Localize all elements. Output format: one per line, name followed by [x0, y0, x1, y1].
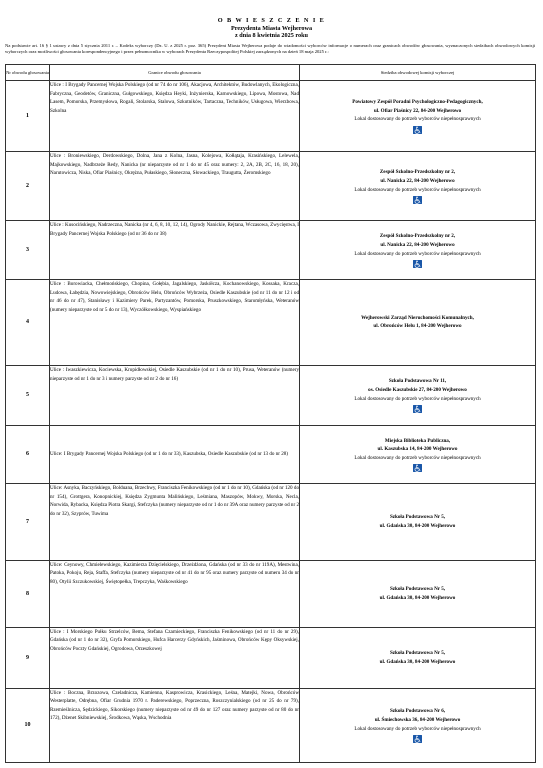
commission-seat: [300, 484, 536, 560]
table-row: [6, 627, 536, 688]
table-row: [6, 425, 536, 484]
seat-name: Powiatowy Zespół Poradni Psychologiczno-Pedagogicznych,: [352, 99, 483, 106]
district-boundaries: Ulice: I Brygady Pancernej Wojska Polskiego (od nr 1 do nr 33), Kaszubska, Osiedle Kaszubskie (od nr 13 do nr 28): [50, 425, 300, 484]
seat-address: ul. Gdańska 30, 84-200 Wejherowo: [379, 658, 456, 665]
district-number: 6: [6, 425, 50, 484]
commission-seat: [300, 81, 536, 152]
document-date: z dnia 8 kwietnia 2025 roku: [235, 32, 308, 39]
district-boundaries: Ulice: Asnyka, Baczyńskiego, Bolduana, Brzechwy, Franciszka Fenikowskiego (od nr 1 do nr 10), Gdańska (od nr 120 do nr 154), Grottgera, Konopnickiej, Księdza Zygmunta Malińskiego, Leśmiana, Maszopów, Mokwy, Morska, Necla, Norwida, Rybacka, Księdza Piotra Skargi, Stefczyka (numery nieparzyste od nr 1 do nr 39A oraz numery parzyste od nr 2 do nr 32), Szyprów, Tuwima: [50, 484, 300, 560]
table-row: [6, 688, 536, 762]
wheelchair-icon: [413, 735, 422, 743]
seat-address: ul. Nanicka 22, 84-200 Wejherowo: [380, 178, 455, 184]
commission-seat: [300, 560, 536, 627]
district-boundaries: Ulice: Ceynowy, Chmielewskiego, Kazimierza Dzięcielskiego, Drzeżdżona, Gdańska (od nr 33 do nr 119A), Mestwina, Patoka, Pokoju, Reja, Staffa, Stefczyka (numery nieparzyste od nr 41 do nr 95 oraz numery parzyste od numeru 34 do nr 80), Otylii Szczukowskiej, Świętopełka, Trepczyka, Waśkowskiego: [50, 560, 300, 627]
wheelchair-icon: [413, 260, 422, 268]
seat-name: Wejherowski Zarząd Nieruchomości Komunalnych,: [361, 314, 474, 321]
header-seat: Siedziba obwodowej komisji wyborczej: [300, 65, 536, 81]
district-number: 8: [6, 560, 50, 627]
seat-accessibility-note: Lokal dostosowany do potrzeb wyborców niepełnosprawnych: [354, 250, 481, 257]
district-number: 4: [6, 280, 50, 366]
seat-address: ul. Gdańska 30, 84-200 Wejherowo: [379, 523, 456, 530]
seat-name: Miejska Biblioteka Publiczna,: [384, 437, 451, 444]
district-number: 3: [6, 221, 50, 280]
seat-accessibility-note: Lokal dostosowany do potrzeb wyborców niepełnosprawnych: [354, 454, 481, 461]
table-row: [6, 152, 536, 221]
seat-address: ul. Śmiechowska 36, 84-200 Wejherowo: [374, 716, 461, 723]
header-num: Nr obwodu głosowania: [6, 65, 50, 81]
wheelchair-icon: [413, 126, 422, 134]
table-row: [6, 560, 536, 627]
district-boundaries: Ulice : Kusocińskiego, Nadrzeczna, Nanicka (nr 4, 6, 8, 10, 12, 14), Ogrody Nanickie, Rejtana, Wczasowa, Zwycięstwa, I Brygady Pancernej Wojska Polskiego (od nr 36 do nr 38): [50, 221, 300, 280]
seat-address: ul. Ofiar Piaśnicy 22, 84-200 Wejherowo: [373, 107, 462, 114]
seat-name: Szkoła Podstawowa Nr 11,: [388, 378, 447, 385]
table-row: [6, 280, 536, 366]
seat-accessibility-note: Lokal dostosowany do potrzeb wyborców niepełnosprawnych: [354, 395, 481, 402]
seat-name: Zespół Szkolno-Przedszkolny nr 2,: [379, 169, 456, 176]
seat-accessibility-note: Lokal dostosowany do potrzeb wyborców niepełnosprawnych: [354, 116, 481, 123]
seat-address: ul. Gdańska 30, 84-200 Wejherowo: [379, 594, 456, 601]
wheelchair-icon: [413, 464, 422, 472]
commission-seat: [300, 152, 536, 221]
district-boundaries: Ulice : I Morskiego Pułku Strzelców, Bema, Stefana Czarnieckiego, Franciszka Fenikowskiego (od nr 11 do nr 29), Gdańska (od nr 1 do nr 32), Gryfa Pomorskiego, Hufca Harcerzy Gdyńskich, Jaśminowa, Obrońców Kępy Oksywskiej, Obrońców Poczty Gdańskiej, Ogrodowa, Orzeszkowej: [50, 627, 300, 688]
table-row: [6, 484, 536, 560]
seat-accessibility-note: Lokal dostosowany do potrzeb wyborców niepełnosprawnych: [354, 186, 481, 193]
wheelchair-icon: [413, 196, 422, 204]
header-boundaries: Granice obwodu głosowania: [50, 65, 300, 81]
intro-paragraph: Na podstawie art. 16 § 1 ustawy z dnia 5 stycznia 2011 r. – Kodeks wyborczy (Dz. U. z 2025 r. poz. 365) Prezydent Miasta Wejherowa podaje do wiadomości wyborców informacje o numerach oraz granicach obwodów głosowania, wyznaczonych siedzibach obwodowych komisji wyborczych oraz możliwości głosowania korespondencyjnego i przez pełnomocnika w wyborach Prezydenta Rzeczypospolitej Polskiej zarządzonych na dzień 18 maja 2025 r.:: [5, 43, 535, 54]
document-subtitle: Prezydenta Miasta Wejherowa: [230, 25, 313, 32]
document-title: O B W I E S Z C Z E N I E: [217, 17, 326, 24]
table-row: [6, 221, 536, 280]
commission-seat: [300, 365, 536, 425]
district-number: 2: [6, 152, 50, 221]
district-number: 10: [6, 688, 50, 762]
seat-address: ul. Nanicka 22, 84-200 Wejherowo: [380, 241, 455, 248]
commission-seat: [300, 688, 536, 762]
commission-seat: [300, 425, 536, 484]
district-boundaries: Ulice : I Brygady Pancernej Wojska Polskiego (od nr 74 do nr 106), Akacjowa, Architektów, Budowlanych, Ekologiczna, Fabryczna, Geodetów, Graniczna, Gułgowskiego, Księdza Heyki, Inżynierska, Karnowskiego, Lipowa, Mostowa, Nad Lasem, Pomorska, Przemysłowa, Rogali, Stolarska, Stalowa, Szkutników, Tartaczna, Techników, Usługowa, Wierzbowa, Szkolna: [50, 81, 300, 152]
wheelchair-icon: [413, 405, 422, 413]
seat-name: Szkoła Podstawowa Nr 5,: [389, 514, 446, 521]
table-header-row: [6, 65, 536, 81]
commission-seat: [300, 627, 536, 688]
district-number: 1: [6, 81, 50, 152]
districts-table: [5, 64, 536, 763]
seat-name: Szkoła Podstawowa Nr 5,: [389, 586, 446, 593]
table-row: [6, 365, 536, 425]
seat-name: Zespół Szkolno-Przedszkolny nr 2,: [379, 233, 456, 240]
seat-address: ul. Obrońców Helu 1, 84-200 Wejherowo: [373, 323, 462, 330]
district-boundaries: Ulice : Broniewskiego, Derdowskiego, Dolna, Jana z Kolna, Jasna, Kolejowa, Kołłątaja, Krasińskiego, Lelewela, Majkowskiego, Nadbrzeże Redy, Nanicka (nr nieparzyste od nr 1 do nr 45 oraz numery: 2, 2A, 2B, 2C, 16, 18, 20), Narutowicza, Niska, Ofiar Piaśnicy, Okrężna, Pułaskiego, Słoneczna, Słowackiego, Traugutta, Żeromskiego: [50, 152, 300, 221]
seat-address: ul. Kaszubska 14, 84-200 Wejherowo: [377, 446, 458, 453]
commission-seat: [300, 280, 536, 366]
district-boundaries: Ulice : Iwaszkiewicza, Kociewska, Kropidłowskiej, Osiedle Kaszubskie (od nr 1 do nr 10), Prusa, Weteranów (numery nieparzyste od nr 1 do nr 3 i numery parzyste od nr 2 do nr 16): [50, 365, 300, 425]
seat-name: Szkoła Podstawowa Nr 6,: [389, 708, 446, 715]
district-number: 9: [6, 627, 50, 688]
table-row: [6, 81, 536, 152]
seat-address: os. Osiedle Kaszubskie 27, 84-200 Wejherowo: [368, 386, 467, 393]
district-boundaries: Ulice : Boczna, Brzozowa, Czeladnicza, Kamienna, Kasprowicza, Krasickiego, Leśna, Matejki, Nowa, Obrońców Westerplatte, Odrębna, Ofiar Grudnia 1970 r. Paderewskiego, Poprzeczna, Roszczynialskiego (od nr 25 do nr 79), Rzemieślnicza, Sędzickiego, Sikorskiego (numery nieparzyste od nr 49 do nr 127 oraz numery parzyste od nr 80 do nr 172), Dżenet Skibniewskiej, Środkowa, Wąska, Wschodnia: [50, 688, 300, 762]
commission-seat: [300, 221, 536, 280]
district-boundaries: Ulice : Borowiacka, Chełmońskiego, Chopina, Gołębia, Jagalskiego, Jaskółcza, Kochanowskiego, Kossaka, Kracza, Ludowa, Łabędzia, Nowowiejskiego, Obrońców Helu, Obrońców Wybrzeża, Osiedle Kaszubskie (od nr 11 do nr 12 i od nr 46 do nr 47), Stanisławy i Kazimiery Parek, Partyzantów, Pomorska, Pruszkowskiego, Staromłyńska, Weteranów (numery nieparzyste od nr 5 do nr 13), Wyczółkowskiego, Wyspiańskiego: [50, 280, 300, 366]
district-number: 7: [6, 484, 50, 560]
seat-accessibility-note: Lokal dostosowany do potrzeb wyborców niepełnosprawnych: [354, 725, 481, 732]
district-number: 5: [6, 365, 50, 425]
seat-name: Szkoła Podstawowa Nr 5,: [389, 650, 446, 657]
